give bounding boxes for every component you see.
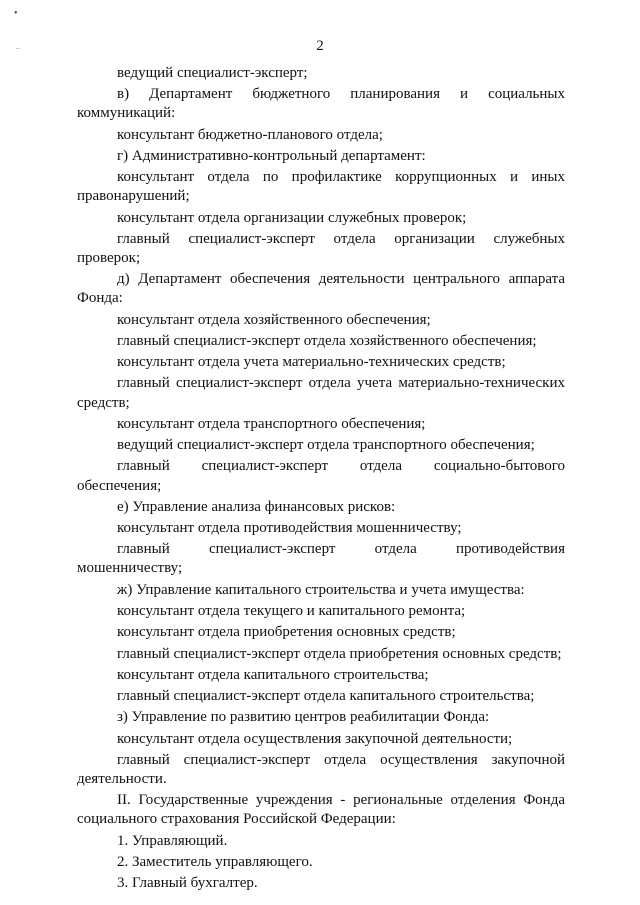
- paragraph: 3. Главный бухгалтер.: [117, 875, 258, 892]
- paragraph: главный специалист-эксперт отдела социально-бытового обеспечения;: [77, 458, 565, 494]
- paragraph: главный специалист-эксперт отдела осуществления закупочной деятельности.: [77, 751, 565, 788]
- paragraph: 1. Управляющий.: [117, 832, 228, 849]
- paragraph: консультант отдела учета материально-технических средств;: [117, 354, 506, 371]
- paragraph: консультант отдела приобретения основных средств;: [117, 624, 456, 641]
- page-number: 2: [316, 38, 324, 54]
- scan-artifact-dot: –: [16, 44, 20, 52]
- paragraph: главный специалист-эксперт отдела учета материально-технических средств;: [77, 375, 565, 411]
- paragraph: ведущий специалист-эксперт;: [117, 65, 308, 81]
- paragraph: ведущий специалист-эксперт отдела транспортного обеспечения;: [117, 437, 535, 454]
- paragraph: главный специалист-эксперт отдела хозяйственного обеспечения;: [117, 332, 537, 349]
- paragraph: консультант бюджетно-планового отдела;: [117, 126, 383, 143]
- paragraph: е) Управление анализа финансовых рисков:: [117, 498, 396, 515]
- paragraph: главный специалист-эксперт отдела организации служебных проверок;: [77, 230, 565, 266]
- paragraph: з) Управление по развитию центров реабилитации Фонда:: [117, 709, 490, 726]
- paragraph: II. Государственные учреждения - региональные отделения Фонда социального страхования Российской Федерации:: [77, 792, 565, 828]
- paragraph: консультант отдела противодействия мошенничеству;: [117, 520, 462, 537]
- paragraph: консультант отдела транспортного обеспечения;: [117, 415, 426, 432]
- paragraph: г) Административно-контрольный департамент:: [117, 147, 426, 164]
- paragraph: главный специалист-эксперт отдела противодействия мошенничеству;: [77, 541, 565, 577]
- paragraph: консультант отдела капитального строительства;: [117, 666, 429, 683]
- paragraph: консультант отдела организации служебных проверок;: [117, 209, 467, 226]
- paragraph: ж) Управление капитального строительства и учета имущества:: [117, 581, 525, 598]
- paragraph: 2. Заместитель управляющего.: [117, 854, 313, 870]
- paragraph: консультант отдела хозяйственного обеспечения;: [117, 311, 431, 328]
- paragraph: консультант отдела осуществления закупочной деятельности;: [117, 730, 513, 747]
- paragraph: консультант отдела по профилактике коррупционных и иных правонарушений;: [77, 169, 565, 205]
- paragraph: консультант отдела текущего и капитального ремонта;: [117, 603, 466, 619]
- paragraph: главный специалист-эксперт отдела приобретения основных средств;: [117, 645, 562, 662]
- document-body: [77, 64, 565, 893]
- paragraph: главный специалист-эксперт отдела капитального строительства;: [117, 688, 535, 705]
- paragraph: д) Департамент обеспечения деятельности центрального аппарата Фонда:: [77, 271, 565, 307]
- paragraph: в) Департамент бюджетного планирования и социальных коммуникаций:: [77, 86, 565, 122]
- scan-artifact-mark: •: [14, 8, 18, 19]
